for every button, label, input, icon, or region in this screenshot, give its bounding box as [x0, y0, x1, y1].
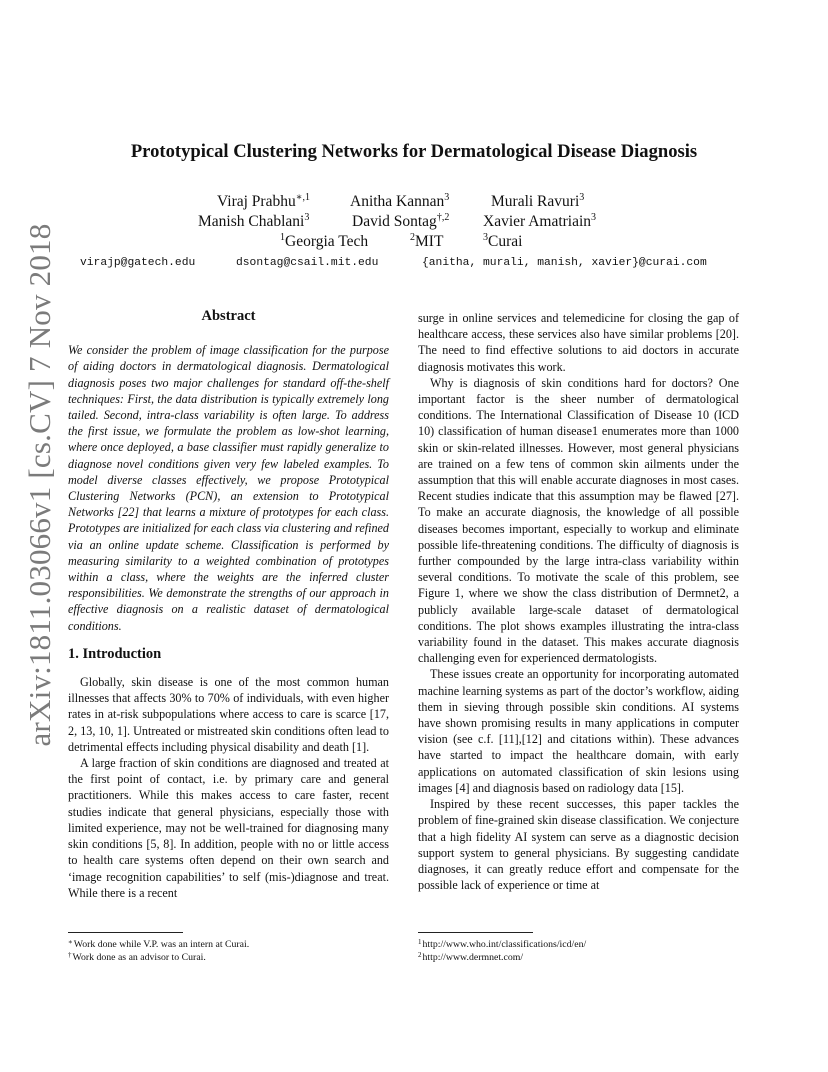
author-affiliation-mark: 3	[444, 192, 450, 203]
author	[352, 213, 449, 231]
right-column	[418, 310, 739, 893]
author-email: {anitha, murali, manish, xavier}@curai.com	[422, 257, 707, 269]
author-affiliation-mark: †,2	[436, 212, 450, 223]
footnote-divider	[68, 932, 183, 933]
affiliation-name: MIT	[415, 233, 444, 250]
email-row	[0, 257, 828, 273]
author-affiliation-mark: ∗,1	[295, 192, 311, 203]
author-name: Manish Chablani	[198, 213, 305, 230]
paragraph: Why is diagnosis of skin conditions hard for doctors? One important factor is the sheer number of dermatological conditions. The International Classification of Disease 10 (ICD 10) classification of human disease1 enumerates more than 1000 skin or skin-related illnesses. However, most general physicians are trained on a few tens of common skin ailments under the assumption that this will enable accurate diagnoses in most cases. Recent studies indicate that this assumption may be flawed [27]. To make an accurate diagnosis, the knowledge of all possible diseases becomes important, especially to workup and eliminate possible life-threatening conditions. The difficulty of diagnosis is further compounded by the large intra-class variability within several conditions. To motivate the scale of this problem, see Figure 1, where we show the class distribution of Dermnet2, a publicly available large-scale dataset of dermatological conditions. The plot shows examples illustrating the intra-class variability found in the dataset. This makes accurate diagnosis challenging even for experienced dermatologists.	[418, 375, 739, 666]
author-affiliation-mark: 3	[591, 212, 597, 223]
affiliation	[280, 233, 368, 251]
author-row	[0, 193, 828, 213]
footnote-link[interactable]: http://www.dermnet.com/	[422, 951, 524, 963]
author-affiliation-mark: 3	[304, 212, 310, 223]
author-name: Viraj Prabhu	[217, 193, 296, 210]
author-affiliation-mark: 3	[579, 192, 585, 203]
author-name: Xavier Amatriain	[483, 213, 592, 230]
author	[350, 193, 449, 211]
author	[217, 193, 310, 211]
footnote	[418, 952, 739, 965]
footnotes-left	[68, 932, 389, 964]
abstract-text: We consider the problem of image classification for the purpose of aiding doctors in dermatological diagnosis. Dermatological diagnosis poses two major challenges for standard off-the-shelf techniques: First, the data distribution is typically extremely long tailed. Second, intra-class variability is often large. To address the first issue, we formulate the problem as low-shot learning, where once deployed, a base classifier must rapidly generalize to diagnose novel conditions given very few labeled examples. To model diverse classes effectively, we propose Prototypical Clustering Networks (PCN), an extension to Prototypical Networks [22] that learns a mixture of prototypes for each class. Prototypes are initialized for each class via clustering and refined via an online update scheme. Classification is performed by measuring similarity to a weighted combination of prototypes within a class, where the weights are the inferred cluster responsibilities. We demonstrate the strengths of our approach in effective diagnosis on a realistic dataset of dermatological conditions.	[68, 343, 389, 633]
author-name: David Sontag	[352, 213, 437, 230]
affiliation-name: Curai	[488, 233, 523, 250]
author	[483, 213, 596, 231]
footnote	[68, 952, 389, 965]
paragraph: Globally, skin disease is one of the most common human illnesses that affects 30% to 70% of individuals, with even higher rates in at-risk subpopulations where access to care is scarce [17, 2, 13, 10, 1]. Untreated or mistreated skin conditions often lead to detrimental effects including physical disability and death [1].	[68, 675, 389, 754]
footnote-text: Work done while V.P. was an intern at Curai.	[73, 939, 250, 950]
affiliation-mark: 3	[483, 232, 488, 243]
author-email: dsontag@csail.mit.edu	[236, 257, 379, 269]
footnote	[418, 939, 739, 952]
author	[491, 193, 584, 211]
paragraph: A large fraction of skin conditions are diagnosed and treated at the first point of contact, i.e. by primary care and general practitioners. While this makes access to care faster, recent studies indicate that general physicians, especially those with limited experience, may not be well-trained for diagnosing many skin conditions [5, 8]. In addition, people with no or little access to health care systems often depend on their own search and ‘image recognition capabilities’ to self (mis-)diagnose and treat. While there is a recent	[68, 756, 389, 900]
arxiv-identifier: arXiv:1811.03066v1 [cs.CV] 7 Nov 2018	[22, 223, 57, 747]
author-name: Murali Ravuri	[491, 193, 580, 210]
paper-title: Prototypical Clustering Networks for Dermatological Disease Diagnosis	[130, 141, 698, 162]
affiliation	[483, 233, 522, 251]
footnote	[68, 939, 389, 952]
author-row	[0, 213, 828, 233]
affiliation-name: Georgia Tech	[285, 233, 369, 250]
abstract-heading: Abstract	[201, 308, 256, 324]
paragraph: These issues create an opportunity for incorporating automated machine learning systems as part of the doctor’s workflow, aiding them in sieving through possible skin conditions. AI systems have shown promising results in many applications in computer vision (see c.f. [11],[12] and citations within). These advances have started to impact the healthcare domain, with early applications on automated classification of skin lesions using images [4] and diagnosis based on radiology data [15].	[418, 667, 739, 795]
affiliation-mark: 2	[410, 232, 415, 243]
author	[198, 213, 309, 231]
footnotes-right	[418, 932, 739, 964]
footnote-divider	[418, 932, 533, 933]
footnote-link[interactable]: http://www.who.int/classifications/icd/en/	[422, 939, 587, 950]
left-column	[68, 308, 389, 901]
author-name: Anitha Kannan	[350, 193, 445, 210]
affiliation-row	[0, 233, 828, 253]
footnote-text: Work done as an advisor to Curai.	[72, 951, 206, 963]
paragraph: Inspired by these recent successes, this paper tackles the problem of fine-grained skin disease classification. We conjecture that a high fidelity AI system can serve as a diagnostic decision support system to general physicians. By suggesting candidate diagnoses, it can greatly reduce effort and compensate for the possible lack of experience or time at	[418, 797, 739, 893]
affiliation	[410, 233, 443, 251]
footnote-mark: 1	[418, 938, 422, 946]
affiliation-mark: 1	[280, 232, 285, 243]
section-heading: 1. Introduction	[68, 645, 162, 662]
footnote-mark: ∗	[68, 938, 73, 946]
author-block	[0, 193, 828, 253]
footnote-mark: 2	[418, 950, 422, 959]
paragraph: surge in online services and telemedicine for closing the gap of healthcare access, these services also have similar problems [20]. The need to find effective solutions to aid doctors in accurate diagnosis motivates this work.	[418, 311, 739, 374]
author-email: virajp@gatech.edu	[80, 257, 196, 269]
footnote-mark: †	[68, 950, 72, 959]
